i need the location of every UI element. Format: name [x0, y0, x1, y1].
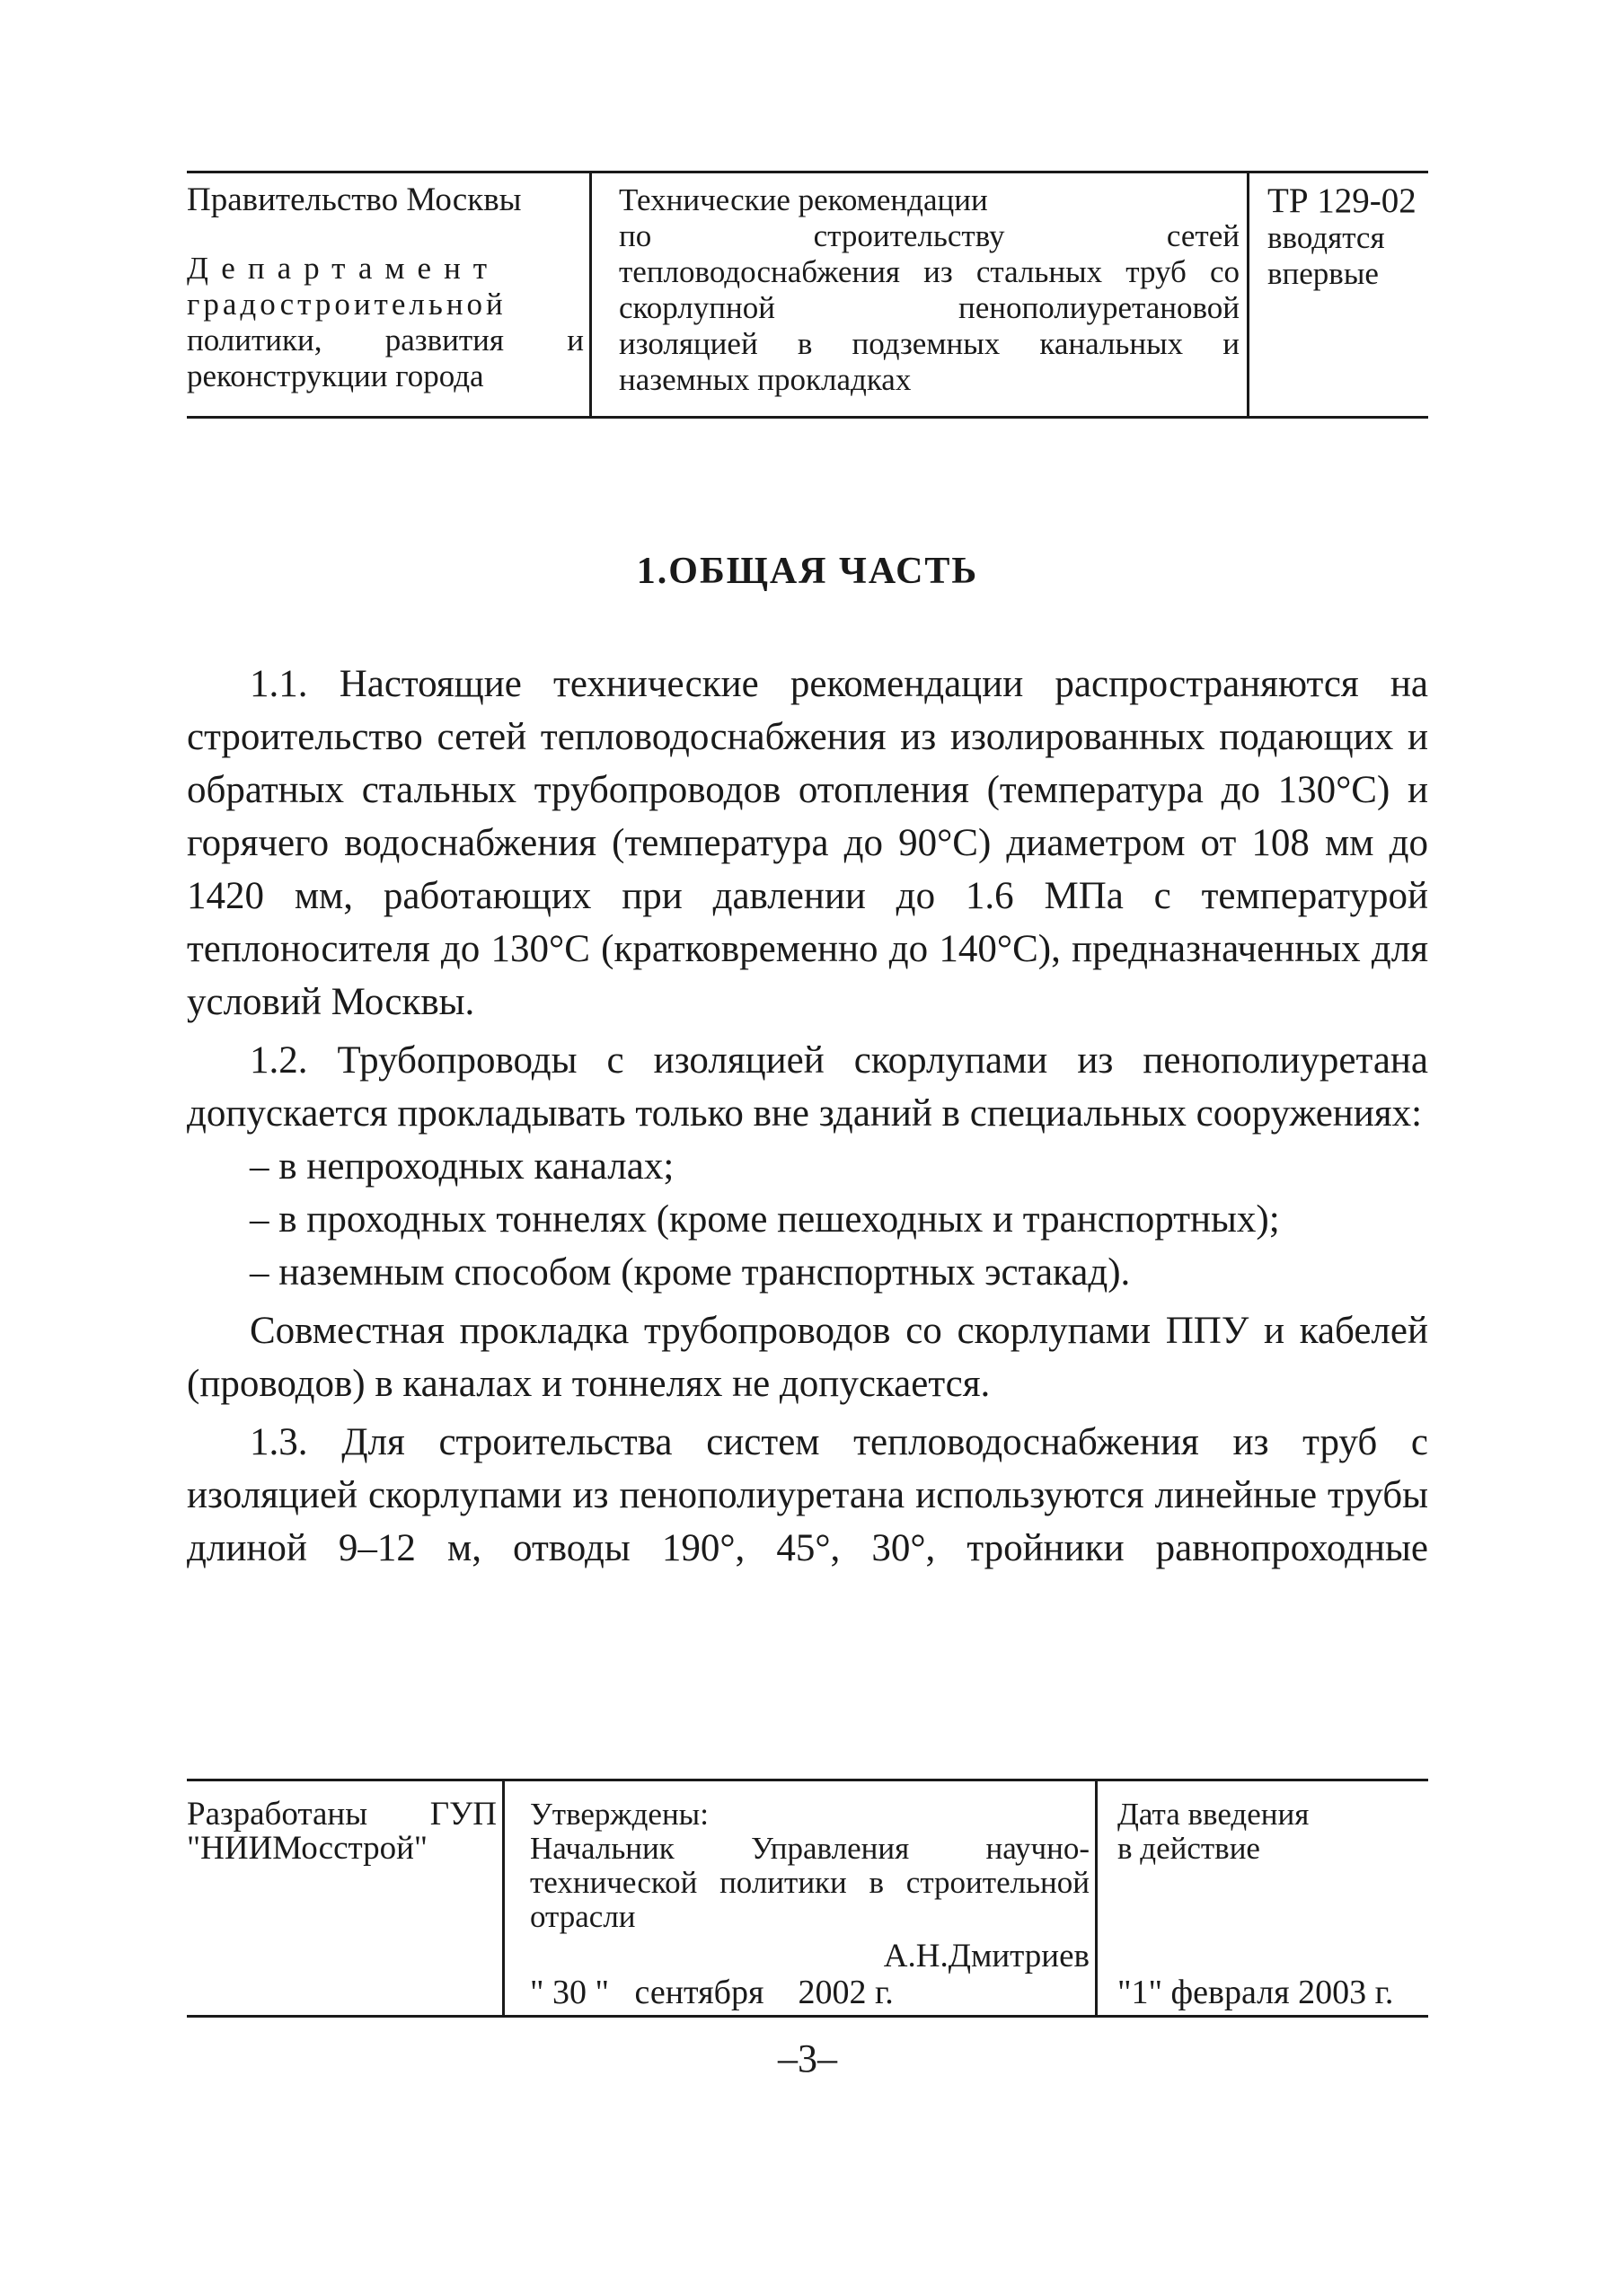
status-line-1: вводятся [1267, 220, 1385, 255]
paragraph-joint-laying: Совместная прокладка трубопроводов со скорлупами ППУ и кабелей (проводов) в каналах и тоннелях не допускается. [187, 1310, 1428, 1405]
list-item-canals: – в непроходных каналах; [250, 1145, 675, 1188]
effective-line-2: в действие [1117, 1831, 1260, 1866]
title-line-1: Технические рекомендации [619, 182, 988, 217]
header-title-cell [592, 173, 1249, 416]
document-code: ТР 129-02 [1267, 181, 1417, 220]
header-issuer-cell [187, 173, 592, 416]
approved-line-3: технической политики в строительной [530, 1865, 1090, 1900]
footer-developer-cell [187, 1781, 505, 2015]
developer-line-1: Разработаны ГУП [187, 1796, 497, 1833]
department-line-2: градостроительной [187, 287, 507, 322]
header-code-cell [1249, 173, 1428, 416]
department-line-3: политики, развития и [187, 322, 584, 358]
paragraph-1-1: 1.1. Настоящие технические рекомендации распространяются на строительство сетей тепловодоснабжения из изолированных подающих и обратных стальных трубопроводов отопления (температура до 130°С) и горячего водоснабжения (температура до 90°С) диаметром от 108 мм до 1420 мм, работающих при давлении до 1.6 МПа с температурой теплоносителя до 130°С (кратковременно до 140°С), предназначенных для условий Москвы. [187, 663, 1428, 1023]
status-line-2: впервые [1267, 256, 1379, 291]
title-line-5: изоляцией в подземных канальных и [619, 326, 1240, 361]
paragraph-1-2: 1.2. Трубопроводы с изоляцией скорлупами из пенополиуретана допускается прокладывать только вне зданий в специальных сооружениях: [187, 1039, 1428, 1135]
department-line-4: реконструкции города [187, 358, 484, 393]
footer-effective-cell [1098, 1781, 1428, 2015]
signer-name: А.Н.Дмитриев [883, 1938, 1090, 1974]
header-table [187, 171, 1428, 419]
title-line-3: тепловодоснабжения из стальных труб со [619, 254, 1240, 289]
paragraph-1-3: 1.3. Для строительства систем тепловодоснабжения из труб с изоляцией скорлупами из пенополиуретана используются линейные трубы длиной 9–12 м, отводы 190°, 45°, 30°, тройники равнопроходные [187, 1421, 1428, 1569]
document-body [187, 658, 1428, 1575]
approved-line-4: отрасли [530, 1899, 636, 1934]
developer-line-2: "НИИМосстрой" [187, 1830, 428, 1867]
section-title: 1.ОБЩАЯ ЧАСТЬ [636, 551, 979, 592]
title-line-6: наземных прокладках [619, 362, 912, 397]
list-item-ground: – наземным способом (кроме транспортных эстакад). [250, 1251, 1131, 1294]
title-line-2: по строительству сетей [619, 218, 1240, 253]
footer-table [187, 1779, 1428, 2018]
approval-date: " 30 " сентября 2002 г. [530, 1974, 894, 2011]
department-line-1: Департамент [187, 251, 500, 286]
approved-line-1: Утверждены: [530, 1797, 709, 1832]
page-number: –3– [778, 2036, 837, 2080]
effective-date: "1" февраля 2003 г. [1117, 1974, 1394, 2011]
effective-line-1: Дата введения [1117, 1797, 1310, 1832]
title-line-4: скорлупной пенополиуретановой [619, 290, 1240, 325]
list-item-tunnels: – в проходных тоннелях (кроме пешеходных и транспортных); [250, 1198, 1280, 1241]
approved-line-2: Начальник Управления научно- [530, 1831, 1090, 1866]
government-name: Правительство Москвы [187, 181, 522, 218]
footer-approval-cell [505, 1781, 1098, 2015]
